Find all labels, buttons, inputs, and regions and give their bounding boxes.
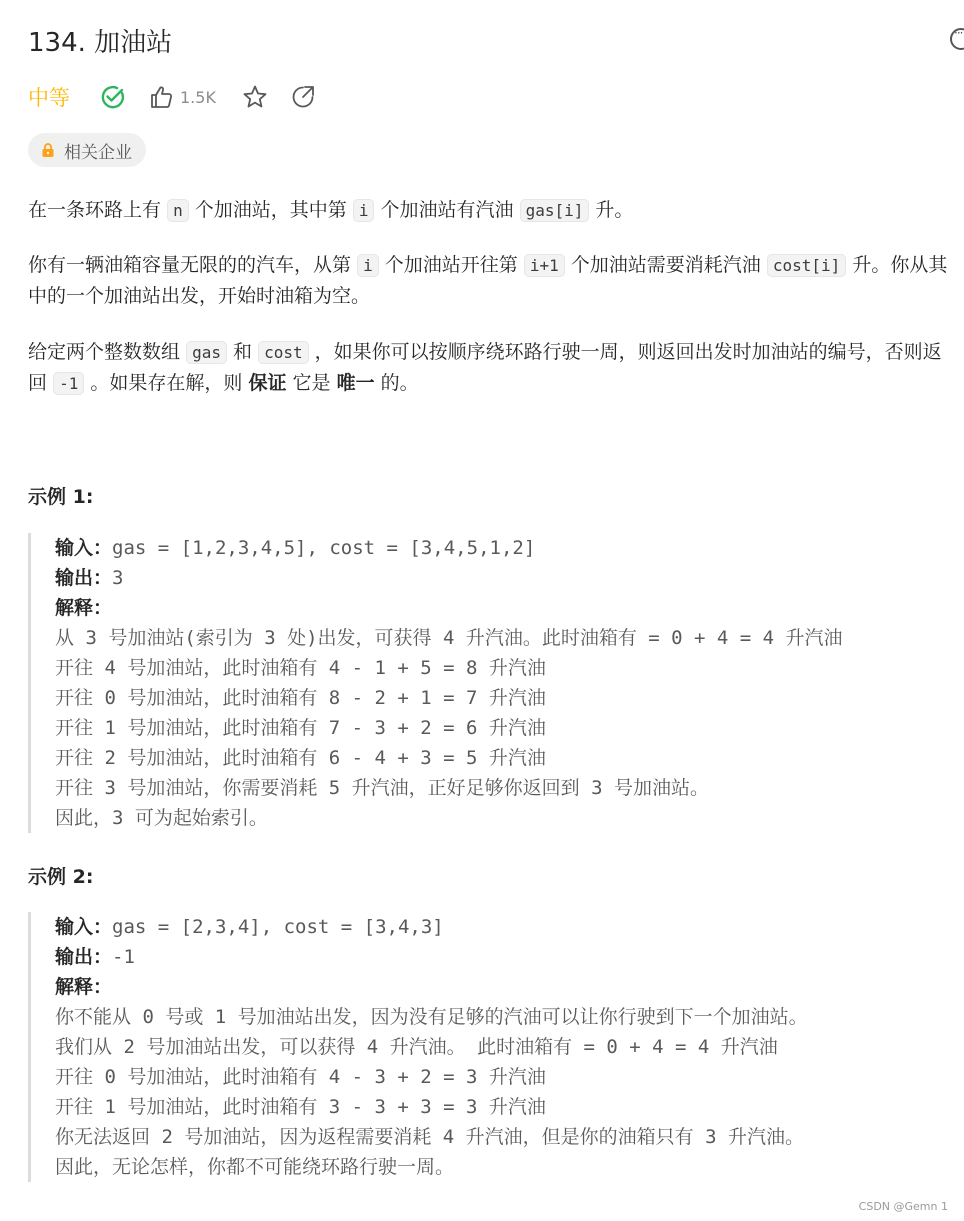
problem-meta-bar (28, 80, 338, 114)
example-2-explain-line: 开往 0 号加油站，此时油箱有 4 - 3 + 2 = 3 升汽油 (55, 1066, 546, 1088)
example-1-explain-line: 开往 0 号加油站，此时油箱有 8 - 2 + 1 = 7 升汽油 (55, 687, 546, 709)
example-2-explain-line: 你不能从 0 号或 1 号加油站出发，因为没有足够的汽油可以让你行驶到下一个加油站。 (55, 1006, 808, 1028)
example-2-block (28, 912, 808, 1182)
more-options-icon[interactable] (950, 28, 964, 50)
favorite-button[interactable] (242, 84, 268, 110)
description-paragraph-3: 给定两个整数数组 gas 和 cost ，如果你可以按顺序绕环路行驶一周，则返回出发时加油站的编号，否则返回 -1 。如果存在解，则 保证 它是 唯一 的。 (28, 341, 942, 394)
description-paragraph-1: 在一条环路上有 n 个加油站，其中第 i 个加油站有汽油 gas[i] 升。 (28, 199, 634, 221)
example-1-block (28, 533, 843, 833)
share-icon (290, 84, 316, 110)
description-paragraph-2: 你有一辆油箱容量无限的的汽车，从第 i 个加油站开往第 i+1 个加油站需要消耗汽油 cost[i] 升。你从其中的一个加油站出发，开始时油箱为空。 (28, 254, 948, 307)
lock-icon (40, 142, 56, 158)
example-2-explain-line: 你无法返回 2 号加油站，因为返程需要消耗 4 升汽油，但是你的油箱只有 3 升汽油。 (55, 1126, 804, 1148)
example-1-title: 示例 1: (28, 486, 94, 508)
example-1-explain-line: 因此，3 可为起始索引。 (55, 807, 268, 829)
difficulty-badge: 中等 (28, 86, 70, 110)
related-companies-label: 相关企业 (64, 142, 132, 163)
example-1-explain-line: 从 3 号加油站(索引为 3 处)出发，可获得 4 升汽油。此时油箱有 = 0 + 4 = 4 升汽油 (55, 627, 843, 649)
example-2-title: 示例 2: (28, 866, 94, 888)
example-1-explain-line: 开往 3 号加油站，你需要消耗 5 升汽油，正好足够你返回到 3 号加油站。 (55, 777, 709, 799)
example-2-explain-line: 开往 1 号加油站，此时油箱有 3 - 3 + 3 = 3 升汽油 (55, 1096, 546, 1118)
example-2-input: 输入：gas = [2,3,4], cost = [3,4,3] (55, 916, 444, 938)
thumbs-up-icon (148, 84, 174, 110)
related-companies-tag[interactable] (28, 133, 146, 167)
example-1-explain-line: 开往 2 号加油站，此时油箱有 6 - 4 + 3 = 5 升汽油 (55, 747, 546, 769)
solved-status-button[interactable] (100, 84, 126, 110)
star-icon (242, 84, 268, 110)
example-1-input: 输入：gas = [1,2,3,4,5], cost = [3,4,5,1,2] (55, 537, 536, 559)
example-1-explain-label: 解释： (55, 597, 113, 619)
watermark: CSDN @Gemn 1 (858, 1200, 948, 1213)
example-1-explain-line: 开往 4 号加油站，此时油箱有 4 - 1 + 5 = 8 升汽油 (55, 657, 546, 679)
share-button[interactable] (290, 84, 316, 110)
example-2-output: 输出：-1 (55, 946, 135, 968)
example-2-explain-line: 因此，无论怎样，你都不可能绕环路行驶一周。 (55, 1156, 455, 1178)
problem-title: 134. 加油站 (28, 28, 173, 58)
example-2-explain-line: 我们从 2 号加油站出发，可以获得 4 升汽油。 此时油箱有 = 0 + 4 = 4 升汽油 (55, 1036, 778, 1058)
example-1-output: 输出：3 (55, 567, 124, 589)
example-2-explain-label: 解释： (55, 976, 113, 998)
example-1-explain-line: 开往 1 号加油站，此时油箱有 7 - 3 + 2 = 6 升汽油 (55, 717, 546, 739)
like-count: 1.5K (180, 87, 216, 107)
check-circle-icon (100, 84, 126, 110)
like-button[interactable] (148, 84, 220, 110)
